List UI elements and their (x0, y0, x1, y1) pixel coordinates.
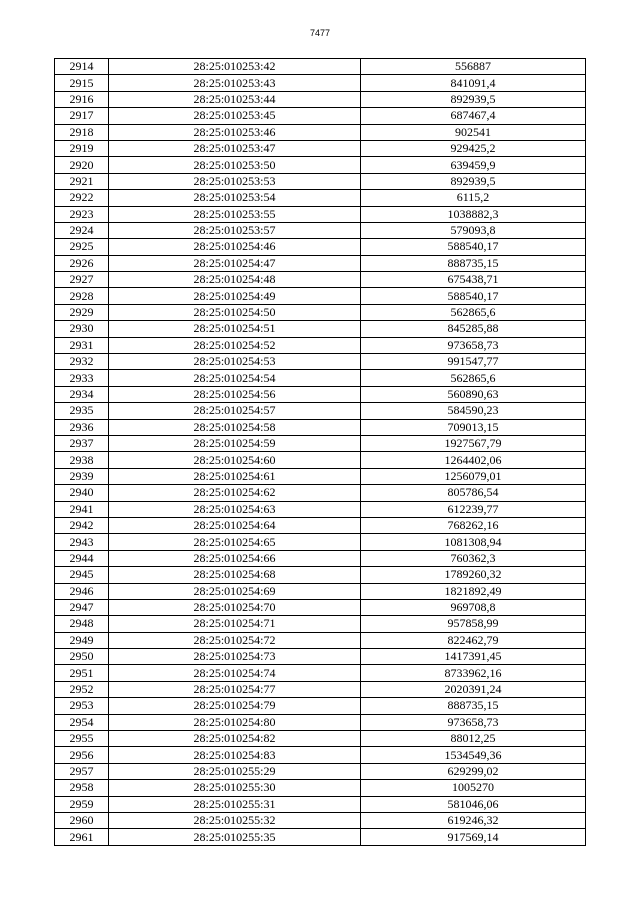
row-number-cell: 2936 (55, 419, 109, 435)
row-number-cell: 2958 (55, 780, 109, 796)
row-number-cell: 2951 (55, 665, 109, 681)
row-number-cell: 2957 (55, 763, 109, 779)
row-number-cell: 2934 (55, 386, 109, 402)
value-cell: 6115,2 (361, 190, 586, 206)
cadastral-number-cell: 28:25:010253:54 (109, 190, 361, 206)
value-cell: 888735,15 (361, 698, 586, 714)
cadastral-number-cell: 28:25:010254:63 (109, 501, 361, 517)
row-number-cell: 2919 (55, 140, 109, 156)
cadastral-number-cell: 28:25:010254:47 (109, 255, 361, 271)
table-row (55, 829, 586, 845)
value-cell: 709013,15 (361, 419, 586, 435)
row-number-cell: 2942 (55, 517, 109, 533)
value-cell: 1264402,06 (361, 452, 586, 468)
row-number-cell: 2924 (55, 222, 109, 238)
cadastral-number-cell: 28:25:010254:83 (109, 747, 361, 763)
cadastral-number-cell: 28:25:010254:68 (109, 567, 361, 583)
table-row (55, 91, 586, 107)
value-cell: 588540,17 (361, 239, 586, 255)
row-number-cell: 2923 (55, 206, 109, 222)
value-cell: 805786,54 (361, 485, 586, 501)
value-cell: 579093,8 (361, 222, 586, 238)
table-row (55, 796, 586, 812)
cadastral-number-cell: 28:25:010254:52 (109, 337, 361, 353)
table-row (55, 550, 586, 566)
table-row (55, 403, 586, 419)
row-number-cell: 2922 (55, 190, 109, 206)
cadastral-number-cell: 28:25:010254:73 (109, 649, 361, 665)
cadastral-number-cell: 28:25:010255:29 (109, 763, 361, 779)
row-number-cell: 2955 (55, 731, 109, 747)
cadastral-number-cell: 28:25:010254:71 (109, 616, 361, 632)
row-number-cell: 2943 (55, 534, 109, 550)
row-number-cell: 2921 (55, 173, 109, 189)
row-number-cell: 2916 (55, 91, 109, 107)
table-row (55, 665, 586, 681)
row-number-cell: 2929 (55, 304, 109, 320)
value-cell: 822462,79 (361, 632, 586, 648)
row-number-cell: 2960 (55, 812, 109, 828)
table-row (55, 468, 586, 484)
table-row (55, 157, 586, 173)
table-row (55, 714, 586, 730)
table-row (55, 435, 586, 451)
cadastral-number-cell: 28:25:010254:51 (109, 321, 361, 337)
table-row (55, 419, 586, 435)
table-row (55, 812, 586, 828)
value-cell: 588540,17 (361, 288, 586, 304)
row-number-cell: 2948 (55, 616, 109, 632)
value-cell: 902541 (361, 124, 586, 140)
cadastral-number-cell: 28:25:010254:61 (109, 468, 361, 484)
table-row (55, 616, 586, 632)
value-cell: 581046,06 (361, 796, 586, 812)
cadastral-number-cell: 28:25:010255:35 (109, 829, 361, 845)
cadastral-number-cell: 28:25:010253:50 (109, 157, 361, 173)
cadastral-number-cell: 28:25:010254:79 (109, 698, 361, 714)
value-cell: 991547,77 (361, 354, 586, 370)
value-cell: 556887 (361, 59, 586, 75)
table-row (55, 140, 586, 156)
value-cell: 562865,6 (361, 370, 586, 386)
value-cell: 1005270 (361, 780, 586, 796)
value-cell: 562865,6 (361, 304, 586, 320)
row-number-cell: 2915 (55, 75, 109, 91)
row-number-cell: 2928 (55, 288, 109, 304)
table-row (55, 288, 586, 304)
cadastral-number-cell: 28:25:010254:66 (109, 550, 361, 566)
row-number-cell: 2914 (55, 59, 109, 75)
cadastral-number-cell: 28:25:010254:70 (109, 599, 361, 615)
cadastral-number-cell: 28:25:010254:60 (109, 452, 361, 468)
value-cell: 1821892,49 (361, 583, 586, 599)
cadastral-number-cell: 28:25:010254:54 (109, 370, 361, 386)
cadastral-number-cell: 28:25:010254:64 (109, 517, 361, 533)
table-row (55, 517, 586, 533)
table-row (55, 649, 586, 665)
cadastral-number-cell: 28:25:010253:46 (109, 124, 361, 140)
table-body (55, 59, 586, 846)
table-row (55, 108, 586, 124)
value-cell: 1256079,01 (361, 468, 586, 484)
value-cell: 1081308,94 (361, 534, 586, 550)
table-row (55, 452, 586, 468)
row-number-cell: 2938 (55, 452, 109, 468)
row-number-cell: 2931 (55, 337, 109, 353)
value-cell: 612239,77 (361, 501, 586, 517)
table-row (55, 173, 586, 189)
row-number-cell: 2940 (55, 485, 109, 501)
value-cell: 1789260,32 (361, 567, 586, 583)
cadastral-number-cell: 28:25:010254:46 (109, 239, 361, 255)
row-number-cell: 2954 (55, 714, 109, 730)
row-number-cell: 2949 (55, 632, 109, 648)
row-number-cell: 2926 (55, 255, 109, 271)
cadastral-number-cell: 28:25:010254:49 (109, 288, 361, 304)
row-number-cell: 2925 (55, 239, 109, 255)
cadastral-number-cell: 28:25:010253:47 (109, 140, 361, 156)
table-row (55, 763, 586, 779)
table-row (55, 255, 586, 271)
cadastral-number-cell: 28:25:010253:42 (109, 59, 361, 75)
row-number-cell: 2956 (55, 747, 109, 763)
row-number-cell: 2930 (55, 321, 109, 337)
cadastral-number-cell: 28:25:010254:62 (109, 485, 361, 501)
table-row (55, 780, 586, 796)
value-cell: 892939,5 (361, 91, 586, 107)
row-number-cell: 2959 (55, 796, 109, 812)
cadastral-number-cell: 28:25:010253:44 (109, 91, 361, 107)
cadastral-number-cell: 28:25:010254:65 (109, 534, 361, 550)
cadastral-number-cell: 28:25:010254:69 (109, 583, 361, 599)
table-row (55, 583, 586, 599)
row-number-cell: 2917 (55, 108, 109, 124)
table-row (55, 190, 586, 206)
row-number-cell: 2939 (55, 468, 109, 484)
table-row (55, 124, 586, 140)
value-cell: 957858,99 (361, 616, 586, 632)
table-row (55, 59, 586, 75)
cadastral-number-cell: 28:25:010254:82 (109, 731, 361, 747)
row-number-cell: 2947 (55, 599, 109, 615)
row-number-cell: 2918 (55, 124, 109, 140)
cadastral-number-cell: 28:25:010254:48 (109, 272, 361, 288)
row-number-cell: 2920 (55, 157, 109, 173)
table-row (55, 747, 586, 763)
cadastral-number-cell: 28:25:010255:30 (109, 780, 361, 796)
table-row (55, 239, 586, 255)
value-cell: 973658,73 (361, 714, 586, 730)
value-cell: 845285,88 (361, 321, 586, 337)
table-row (55, 272, 586, 288)
cadastral-number-cell: 28:25:010253:43 (109, 75, 361, 91)
table-row (55, 534, 586, 550)
cadastral-number-cell: 28:25:010254:74 (109, 665, 361, 681)
value-cell: 560890,63 (361, 386, 586, 402)
value-cell: 88012,25 (361, 731, 586, 747)
value-cell: 760362,3 (361, 550, 586, 566)
value-cell: 768262,16 (361, 517, 586, 533)
row-number-cell: 2937 (55, 435, 109, 451)
cadastral-number-cell: 28:25:010253:53 (109, 173, 361, 189)
value-cell: 2020391,24 (361, 681, 586, 697)
value-cell: 584590,23 (361, 403, 586, 419)
row-number-cell: 2941 (55, 501, 109, 517)
row-number-cell: 2961 (55, 829, 109, 845)
value-cell: 969708,8 (361, 599, 586, 615)
value-cell: 1417391,45 (361, 649, 586, 665)
value-cell: 892939,5 (361, 173, 586, 189)
table-row (55, 354, 586, 370)
table-row (55, 206, 586, 222)
row-number-cell: 2950 (55, 649, 109, 665)
cadastral-number-cell: 28:25:010254:59 (109, 435, 361, 451)
table-row (55, 304, 586, 320)
row-number-cell: 2944 (55, 550, 109, 566)
table-row (55, 386, 586, 402)
table-row (55, 485, 586, 501)
row-number-cell: 2927 (55, 272, 109, 288)
cadastral-number-cell: 28:25:010254:77 (109, 681, 361, 697)
value-cell: 639459,9 (361, 157, 586, 173)
row-number-cell: 2946 (55, 583, 109, 599)
cadastral-number-cell: 28:25:010254:72 (109, 632, 361, 648)
value-cell: 929425,2 (361, 140, 586, 156)
value-cell: 973658,73 (361, 337, 586, 353)
cadastral-number-cell: 28:25:010253:45 (109, 108, 361, 124)
row-number-cell: 2932 (55, 354, 109, 370)
cadastral-number-cell: 28:25:010254:57 (109, 403, 361, 419)
table-row (55, 75, 586, 91)
cadastral-number-cell: 28:25:010254:56 (109, 386, 361, 402)
value-cell: 619246,32 (361, 812, 586, 828)
table-row (55, 567, 586, 583)
cadastral-value-table (54, 58, 586, 846)
row-number-cell: 2933 (55, 370, 109, 386)
cadastral-number-cell: 28:25:010253:55 (109, 206, 361, 222)
row-number-cell: 2953 (55, 698, 109, 714)
table-row (55, 731, 586, 747)
table-row (55, 222, 586, 238)
value-cell: 675438,71 (361, 272, 586, 288)
table-row (55, 599, 586, 615)
page-number: 7477 (309, 28, 331, 38)
value-cell: 841091,4 (361, 75, 586, 91)
table-row (55, 698, 586, 714)
value-cell: 687467,4 (361, 108, 586, 124)
cadastral-number-cell: 28:25:010254:50 (109, 304, 361, 320)
value-cell: 1534549,36 (361, 747, 586, 763)
cadastral-number-cell: 28:25:010254:58 (109, 419, 361, 435)
table-row (55, 321, 586, 337)
value-cell: 1038882,3 (361, 206, 586, 222)
value-cell: 8733962,16 (361, 665, 586, 681)
cadastral-number-cell: 28:25:010254:53 (109, 354, 361, 370)
row-number-cell: 2952 (55, 681, 109, 697)
row-number-cell: 2945 (55, 567, 109, 583)
table-row (55, 501, 586, 517)
cadastral-number-cell: 28:25:010254:80 (109, 714, 361, 730)
value-cell: 917569,14 (361, 829, 586, 845)
table-row (55, 632, 586, 648)
value-cell: 1927567,79 (361, 435, 586, 451)
table-row (55, 681, 586, 697)
table-row (55, 370, 586, 386)
value-cell: 888735,15 (361, 255, 586, 271)
row-number-cell: 2935 (55, 403, 109, 419)
table-row (55, 337, 586, 353)
cadastral-number-cell: 28:25:010255:32 (109, 812, 361, 828)
cadastral-number-cell: 28:25:010253:57 (109, 222, 361, 238)
cadastral-number-cell: 28:25:010255:31 (109, 796, 361, 812)
value-cell: 629299,02 (361, 763, 586, 779)
